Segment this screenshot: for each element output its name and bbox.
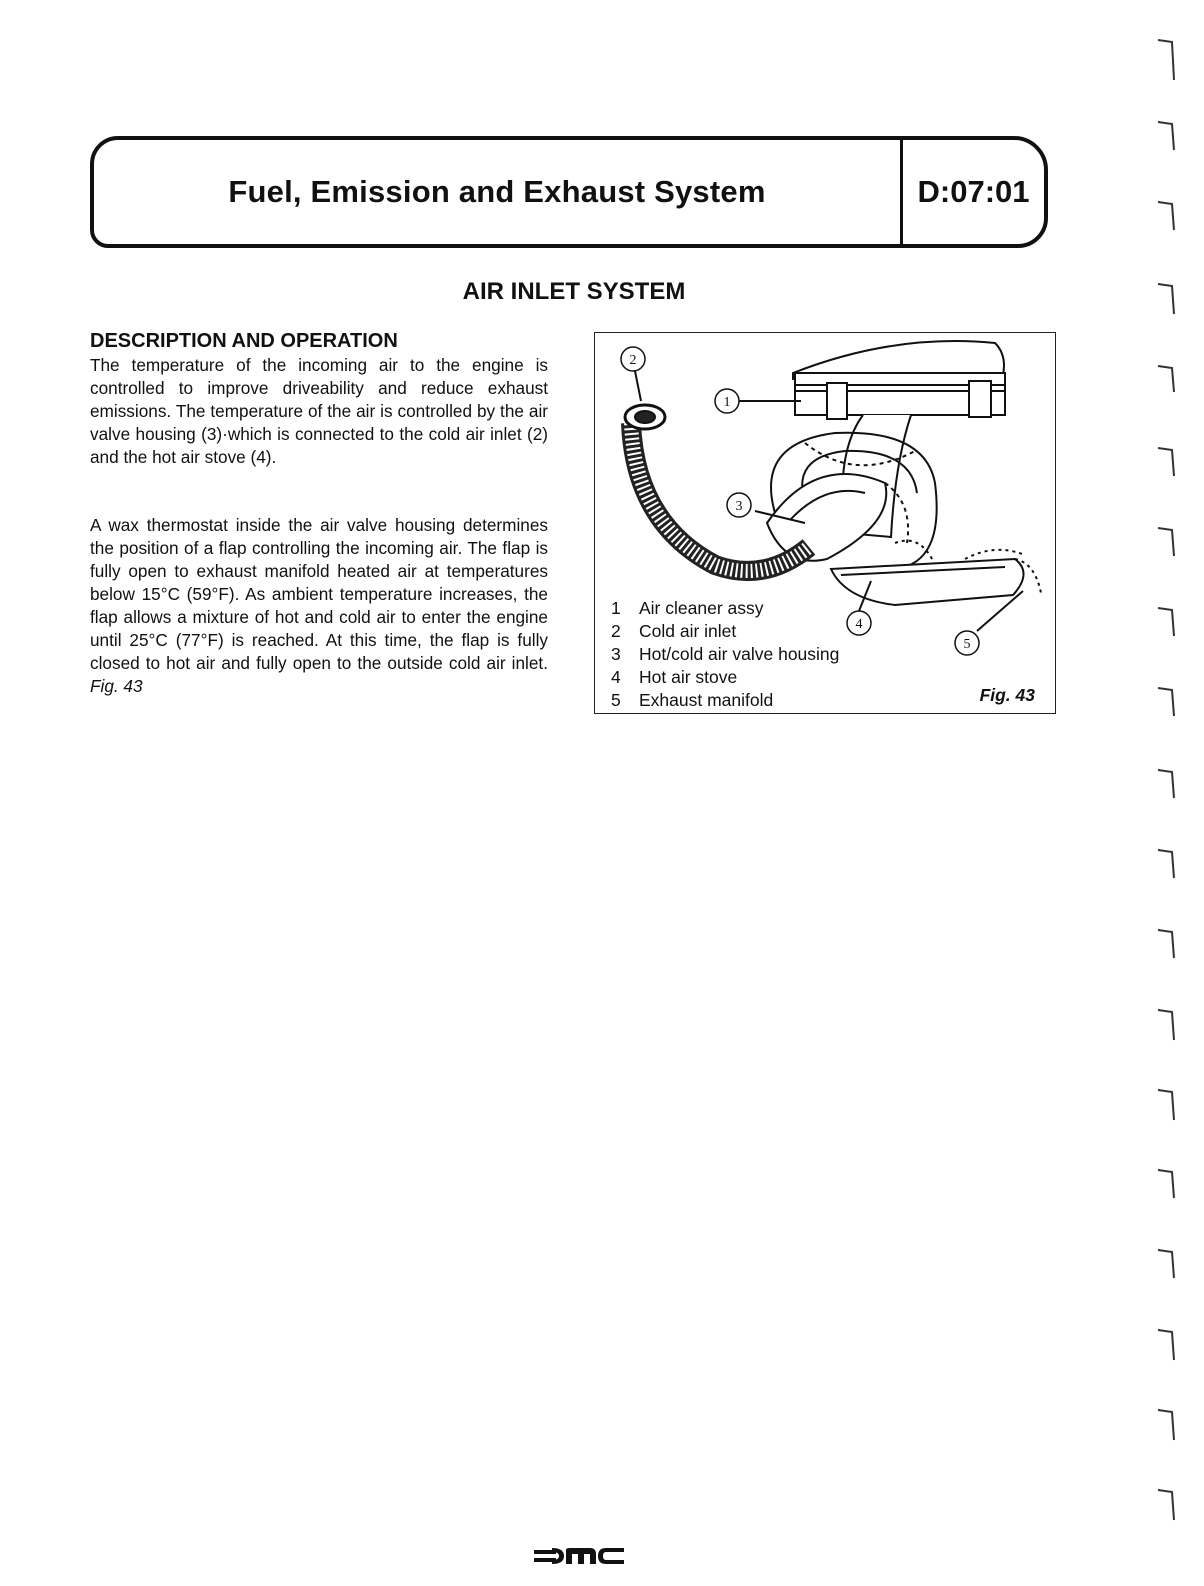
hot-air-stove (831, 559, 1024, 605)
figure-legend (611, 597, 839, 712)
figure-caption: Fig. 43 (979, 685, 1035, 705)
section-title: AIR INLET SYSTEM (462, 278, 686, 305)
header-box (90, 136, 1048, 248)
legend-item: 5 Exhaust manifold (611, 690, 774, 710)
legend-item: 2 Cold air inlet (611, 621, 737, 641)
callout-5 (955, 631, 979, 655)
binder-edge-marks (1154, 0, 1184, 1586)
svg-text:4: 4 (855, 617, 863, 632)
dmc-logo (534, 1546, 624, 1566)
figure-43 (594, 332, 1056, 714)
legend-item: 4 Hot air stove (611, 667, 738, 687)
paragraph-thermostat-text: A wax thermostat inside the air valve housing determines the position of a flap controlling the incoming air. The flap is fully open to exhaust manifold heated air at temperatures below 15°C (59°F). As ambient temperature increases, the flap allows a mixture of hot and cold air to enter the engine until 25°C (77°F) is reached. At this time, the flap is fully closed to hot air and fully open to the outside cold air inlet. (90, 515, 548, 673)
paragraph-description: The temperature of the incoming air to the engine is controlled to improve driveability and reduce exhaust emissions. The temperature of the air is controlled by the air valve housing (3)·which is connected to the cold air inlet (2) and the hot air stove (4). (90, 355, 548, 467)
svg-text:1: 1 (723, 395, 731, 410)
callout-1 (715, 389, 739, 413)
svg-text:5: 5 (963, 637, 971, 652)
callout-2 (621, 347, 645, 371)
callout-3 (727, 493, 751, 517)
legend-item: 3 Hot/cold air valve housing (611, 644, 840, 664)
page-code: D:07:01 (917, 174, 1030, 209)
callout-4 (847, 611, 871, 635)
svg-text:3: 3 (735, 499, 743, 514)
svg-text:2: 2 (629, 353, 637, 368)
chapter-title: Fuel, Emission and Exhaust System (228, 174, 766, 209)
figure-reference: Fig. 43 (90, 676, 143, 696)
legend-item: 1 Air cleaner assy (611, 598, 764, 618)
subheading: DESCRIPTION AND OPERATION (90, 330, 398, 352)
paragraph-thermostat (90, 514, 548, 698)
